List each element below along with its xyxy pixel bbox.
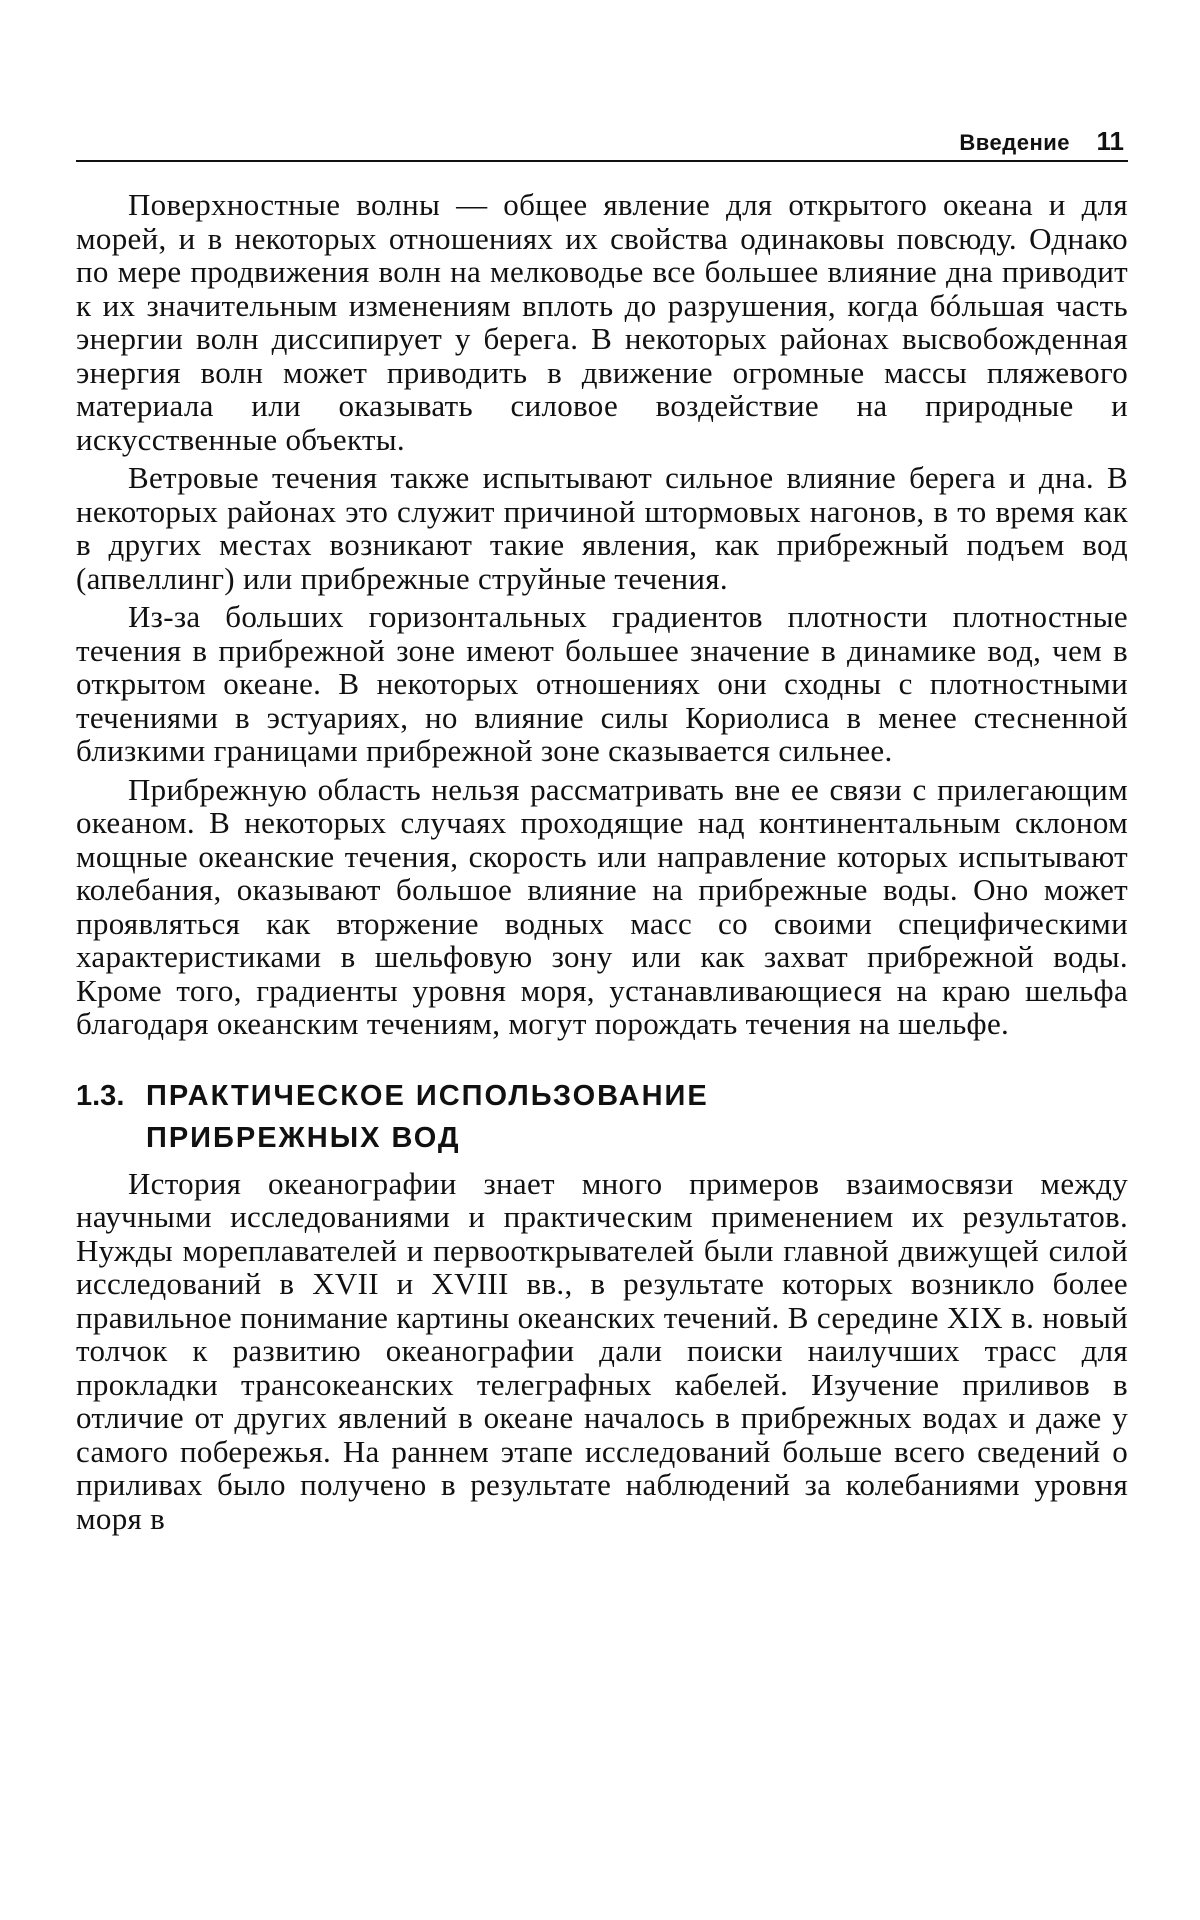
page-body	[76, 188, 1128, 1535]
paragraph-surface-waves: Поверхностные волны — общее явление для открытого океана и для морей, и в некоторых отношениях их свойства одинаковы повсюду. Однако по мере продвижения волн на мелководье все большее влияние дна приводит к их значительным изменениям вплоть до разрушения, когда бóльшая часть энергии волн диссипирует у берега. В некоторых районах высвобожденная энергия волн может приводить в движение огромные массы пляжевого материала или оказывать силовое воздействие на природные и искусственные объекты.	[76, 187, 1128, 457]
book-page	[76, 120, 1128, 1840]
section-heading-line-1: ПРАКТИЧЕСКОЕ ИСПОЛЬЗОВАНИЕ	[146, 1079, 709, 1112]
section-heading-title	[146, 1075, 1128, 1159]
paragraph-density-currents: Из-за больших горизонтальных градиентов плотности плотностные течения в прибрежной зоне имеют большее значение в динамике вод, чем в открытом океане. В некоторых отношениях они сходны с плотностными течениями в эстуариях, но влияние силы Кориолиса в менее стесненной близкими границами прибрежной зоне сказывается сильнее.	[76, 599, 1128, 768]
running-head-section-title: Введение	[959, 130, 1070, 155]
section-heading-line-2: ПРИБРЕЖНЫХ ВОД	[146, 1121, 461, 1154]
paragraph-history-oceanography: История океанографии знает много примеров взаимосвязи между научными исследованиями и практическим применением их результатов. Нужды мореплавателей и первооткрывателей были главной движущей силой исследований в XVII и XVIII вв., в результате которых возникло более правильное понимание картины океанских течений. В середине XIX в. новый толчок к развитию океанографии дали поиски наилучших трасс для прокладки трансокеанских телеграфных кабелей. Изучение приливов в отличие от других явлений в океане началось в прибрежных водах и даже у самого побережья. На раннем этапе исследований больше всего сведений о приливах было получено в результате наблюдений за колебаниями уровня моря в	[76, 1165, 1128, 1536]
paragraph-adjacent-ocean: Прибрежную область нельзя рассматривать вне ее связи с прилегающим океаном. В некоторых случаях проходящие над континентальным склоном мощные океанские течения, скорость или направление которых испытывают колебания, оказывают большое влияние на прибрежные воды. Оно может проявляться как вторжение водных масс со своими специфическими характеристиками в шельфовую зону или как захват прибрежной воды. Кроме того, градиенты уровня моря, устанавливающиеся на краю шельфа благодаря океанским течениям, могут порождать течения на шельфе.	[76, 771, 1128, 1041]
page-number: 11	[1096, 126, 1124, 156]
running-header	[76, 120, 1128, 162]
section-heading-number: 1.3.	[76, 1079, 125, 1112]
paragraph-wind-currents: Ветровые течения также испытывают сильное влияние берега и дна. В некоторых районах это служит причиной штормовых нагонов, в то время как в других местах возникают такие явления, как прибрежный подъем вод (апвеллинг) или прибрежные струйные течения.	[76, 460, 1128, 596]
section-heading	[76, 1075, 1128, 1159]
